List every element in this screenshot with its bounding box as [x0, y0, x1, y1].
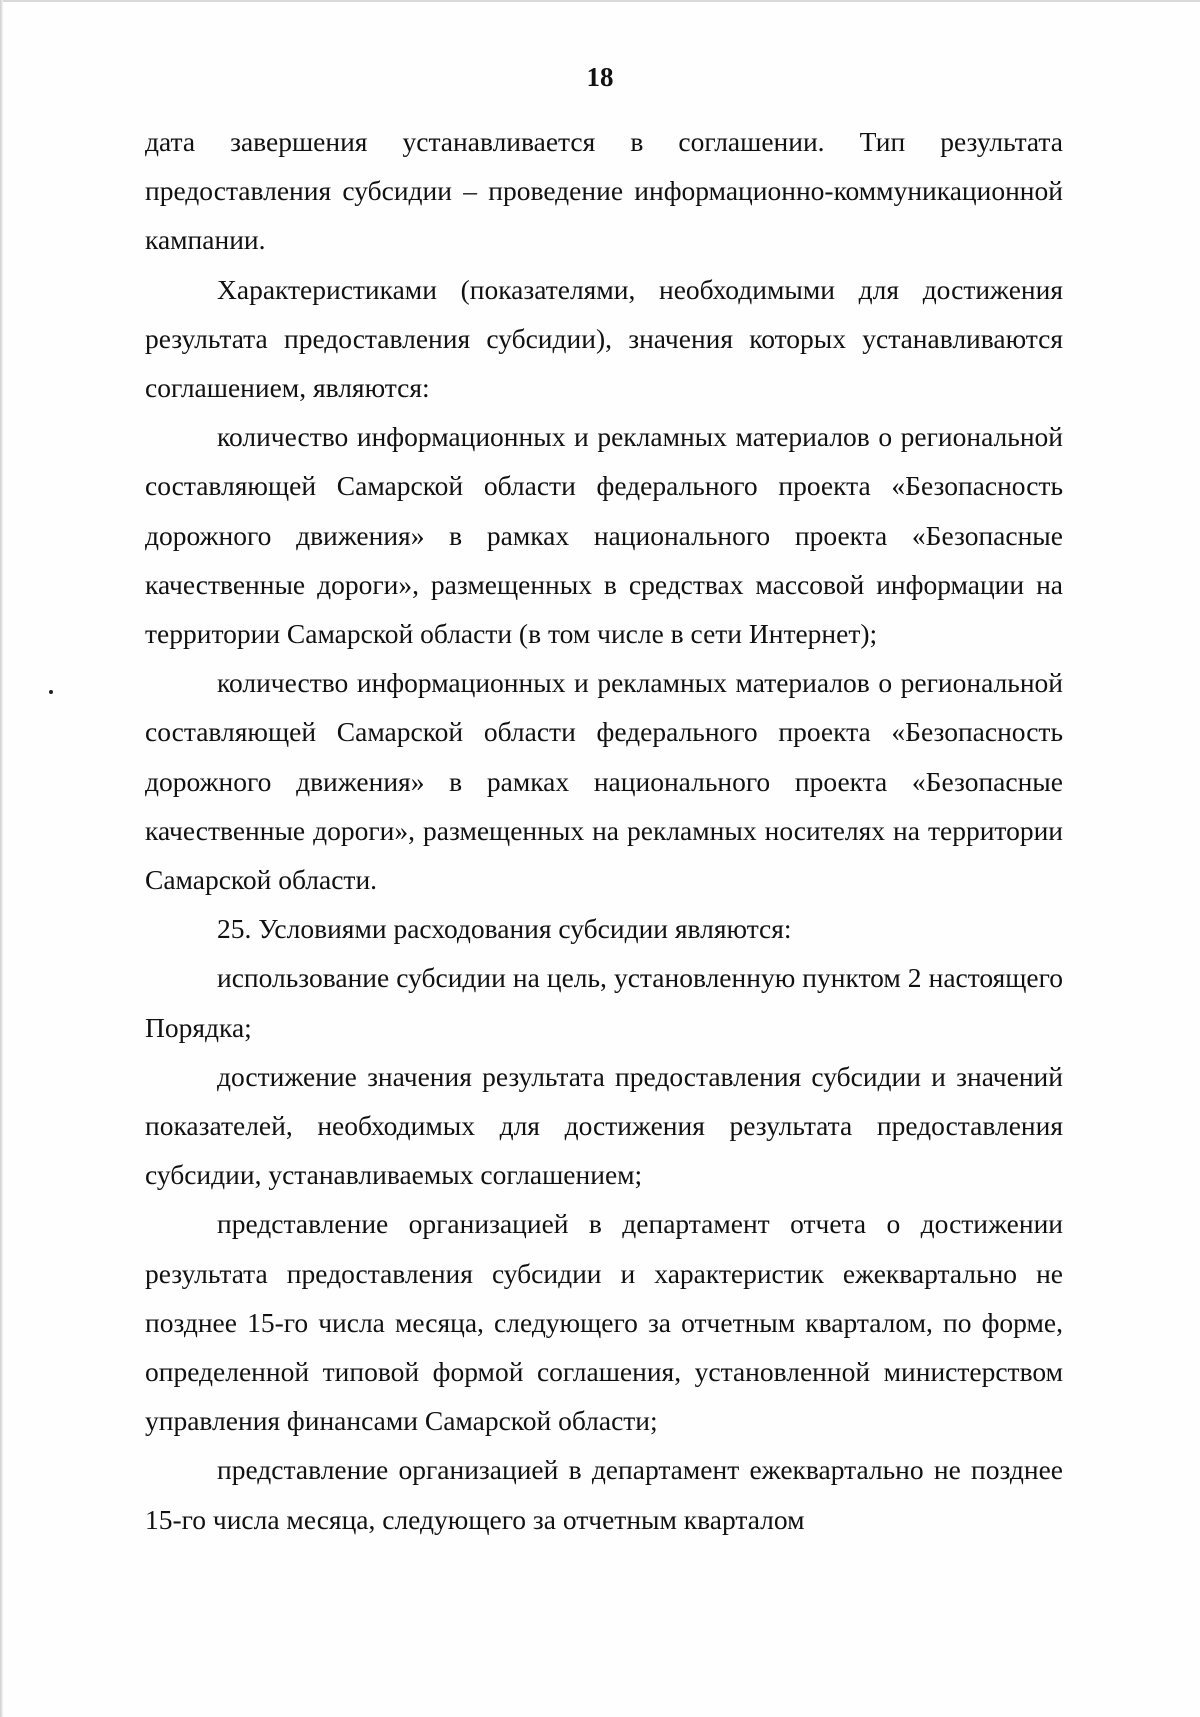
scan-top-edge: [0, 0, 1200, 2]
paragraph-advertising-materials: количество информационных и рекламных материалов о региональной составляющей Самарской области федерального проекта «Безопасность дорожного движения» в рамках национального проекта «Безопасные качественные дороги», размещенных на рекламных носителях на территории Самарской области.: [145, 667, 1063, 896]
scan-speck: [49, 690, 53, 694]
document-body: [145, 117, 1063, 1544]
paragraph-characteristics-intro: Характеристиками (показателями, необходимыми для достижения результата предоставления субсидии), значения которых устанавливаются соглашением, являются:: [145, 273, 1063, 404]
page-number: 18: [586, 62, 614, 92]
paragraph-completion-date: дата завершения устанавливается в соглашении. Тип результата предоставления субсидии – проведение информационно-коммуникационной кампании.: [145, 126, 1063, 256]
paragraph-achievement: достижение значения результата предоставления субсидии и значений показателей, необходимых для достижения результата предоставления субсидии, устанавливаемых соглашением;: [145, 1060, 1063, 1191]
paragraph-quarterly-submission: представление организацией в департамент ежеквартально не позднее 15-го числа месяца, следующего за отчетным кварталом: [145, 1454, 1063, 1535]
paragraph-report-submission: представление организацией в департамент отчета о достижении результата предоставления субсидии и характеристик ежеквартально не позднее 15-го числа месяца, следующего за отчетным кварталом, по форме, определенной типовой формой соглашения, установленной министерством управления финансами Самарской области;: [145, 1208, 1063, 1437]
scan-left-edge: [0, 0, 3, 1717]
paragraph-media-materials: количество информационных и рекламных материалов о региональной составляющей Самарской области федерального проекта «Безопасность дорожного движения» в рамках национального проекта «Безопасные качественные дороги», размещенных в средствах массовой информации на территории Самарской области (в том числе в сети Интернет);: [145, 421, 1063, 650]
paragraph-use-of-subsidy: использование субсидии на цель, установленную пунктом 2 настоящего Порядка;: [145, 962, 1063, 1043]
paragraph-section-25: 25. Условиями расходования субсидии являются:: [217, 913, 792, 945]
